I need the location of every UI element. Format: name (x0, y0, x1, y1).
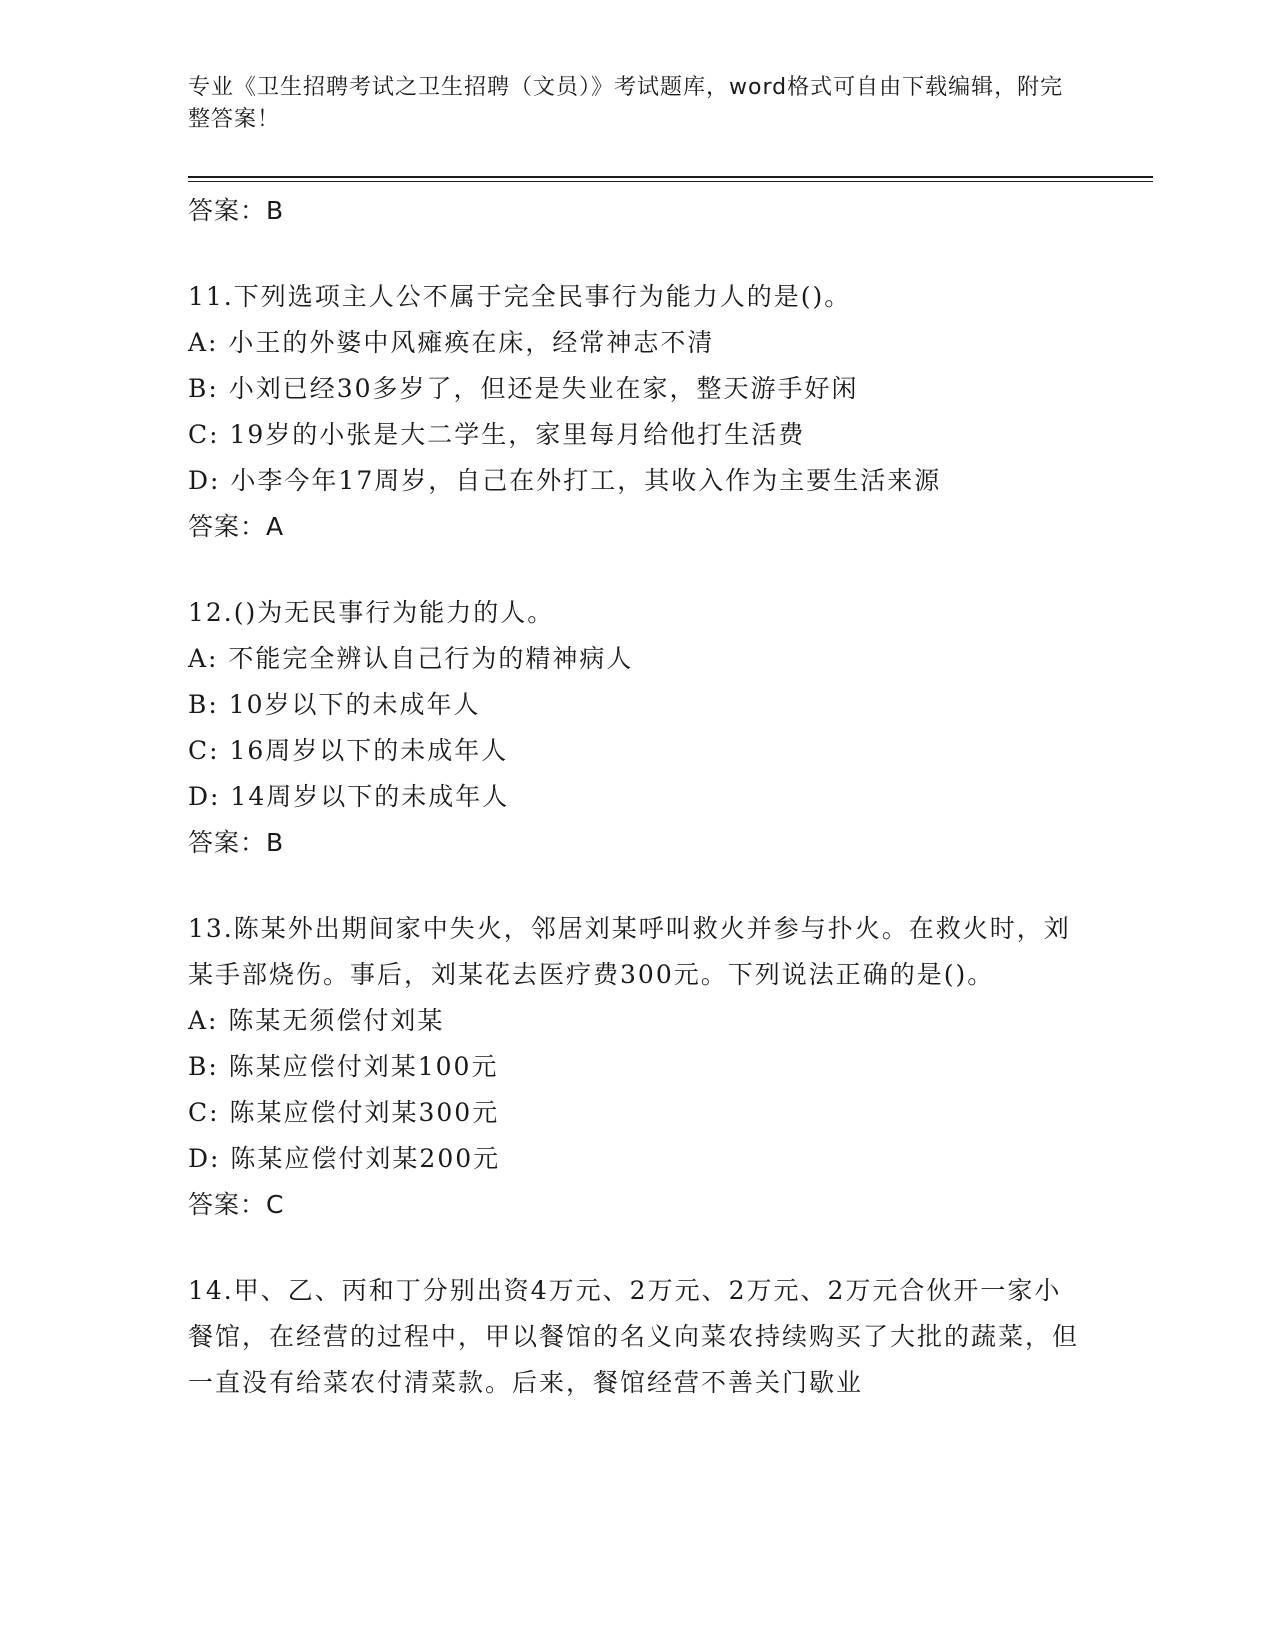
option-a: A: 小王的外婆中风瘫痪在床，经常神志不清 (188, 328, 715, 357)
option-c: C: 19岁的小张是大二学生，家里每月给他打生活费 (188, 420, 806, 449)
answer-line: 答案：C (188, 1190, 285, 1219)
question-text: 14.甲、乙、丙和丁分别出资4万元、2万元、2万元、2万元合伙开一家小餐馆，在经营的过程中，甲以餐馆的名义向菜农持续购买了大批的蔬菜，但一直没有给菜农付清菜款。后来，餐馆经营不善关门歇业 (188, 1276, 1080, 1397)
answer-line: 答案：B (188, 828, 285, 857)
question-14 (188, 1268, 1088, 1406)
question-11 (188, 274, 1088, 550)
option-b: B: 小刘已经30多岁了，但还是失业在家，整天游手好闲 (188, 374, 859, 403)
question-13 (188, 906, 1088, 1228)
question-text: 13.陈某外出期间家中失火，邻居刘某呼叫救火并参与扑火。在救火时，刘某手部烧伤。事后，刘某花去医疗费300元。下列说法正确的是()。 (188, 914, 1071, 989)
option-d: D: 小李今年17周岁，自己在外打工，其收入作为主要生活来源 (188, 466, 942, 495)
header-rule-thick (188, 176, 1153, 178)
option-b: B: 陈某应偿付刘某100元 (188, 1052, 499, 1081)
option-a: A: 陈某无须偿付刘某 (188, 1006, 445, 1035)
document-header: 专业《卫生招聘考试之卫生招聘（文员）》考试题库，word格式可自由下载编辑，附完整答案！ (188, 75, 1064, 132)
option-c: C: 16周岁以下的未成年人 (188, 736, 509, 765)
option-a: A: 不能完全辨认自己行为的精神病人 (188, 644, 634, 673)
answer-line: 答案：B (188, 196, 285, 225)
option-c: C: 陈某应偿付刘某300元 (188, 1098, 500, 1127)
question-12 (188, 590, 1088, 866)
option-b: B: 10岁以下的未成年人 (188, 690, 481, 719)
option-d: D: 14周岁以下的未成年人 (188, 782, 510, 811)
header-rule-thin (188, 181, 1153, 182)
question-text: 11.下列选项主人公不属于完全民事行为能力人的是()。 (188, 282, 852, 311)
option-d: D: 陈某应偿付刘某200元 (188, 1144, 501, 1173)
question-list (188, 188, 1088, 1406)
question-text: 12.()为无民事行为能力的人。 (188, 598, 555, 627)
answer-line: 答案：A (188, 512, 285, 541)
